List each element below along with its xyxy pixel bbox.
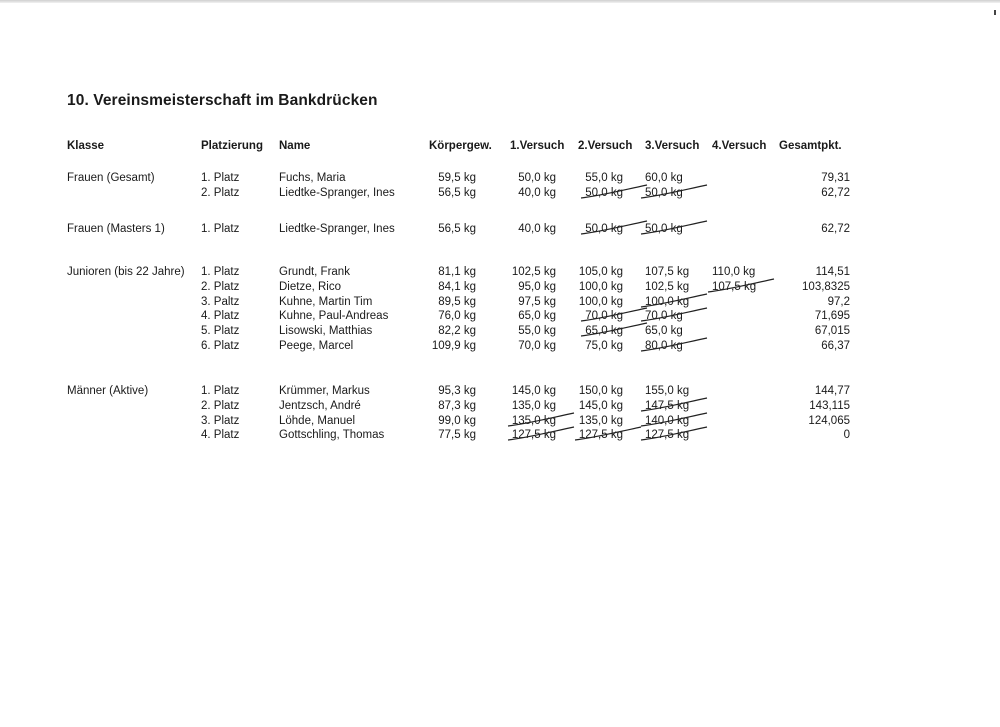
row-versuch-1-text: 97,5 kg [518,296,556,308]
row-platzierung-text: 5. Platz [201,325,240,337]
row-gesamtpunkte [821,339,850,353]
row-gesamtpunkte-text: 71,695 [814,310,850,322]
row-platzierung-text: 1. Platz [201,172,240,184]
row-versuch-2 [579,399,623,413]
row-versuch-3 [645,324,683,338]
row-gesamtpunkte-text: 144,77 [814,385,850,397]
row-versuch-3 [645,428,689,442]
row-platzierung [201,186,239,200]
row-platzierung-text: 3. Paltz [201,296,240,308]
header-klasse: Klasse [67,140,105,152]
row-versuch-4-text: 110,0 kg [712,266,756,278]
group-klasse-text: Junioren (bis 22 Jahre) [67,266,185,278]
row-koerpergewicht-text: 59,5 kg [438,172,476,184]
row-koerpergewicht [438,280,476,294]
row-gesamtpunkte-text: 114,51 [815,266,850,278]
row-versuch-2 [585,339,623,353]
row-koerpergewicht-text: 81,1 kg [438,266,476,278]
row-name [279,280,341,294]
row-versuch-1 [518,309,556,323]
row-gesamtpunkte-text: 143,115 [809,400,850,412]
row-versuch-3 [645,171,683,185]
row-versuch-2-text: 65,0 kg [585,324,623,338]
row-versuch-3 [645,280,689,294]
row-versuch-1-text: 70,0 kg [518,340,556,352]
row-versuch-1-text: 55,0 kg [518,325,556,337]
row-versuch-3-text: 100,0 kg [645,295,689,309]
row-platzierung-text: 2. Platz [201,187,240,199]
row-versuch-3-text: 50,0 kg [645,186,683,200]
strike-mark [573,426,643,444]
row-name-text: Kuhne, Paul-Andreas [279,310,389,322]
row-versuch-2 [585,171,623,185]
strike-mark [639,337,709,355]
row-versuch-3 [645,384,689,398]
row-versuch-3 [645,222,683,236]
row-koerpergewicht [438,428,476,442]
strike-mark [639,184,709,202]
row-koerpergewicht [438,295,476,309]
row-versuch-2 [579,265,623,279]
row-versuch-3 [645,399,689,413]
row-platzierung-text: 1. Platz [201,266,240,278]
row-name [279,384,370,398]
row-versuch-3 [645,339,683,353]
row-koerpergewicht [438,186,476,200]
row-versuch-1 [512,399,556,413]
row-versuch-1-text: 145,0 kg [511,385,556,397]
row-versuch-3-text: 127,5 kg [645,428,689,442]
header-versuch-3: 3.Versuch [645,140,700,152]
row-gesamtpunkte [821,171,850,185]
header-koerpergewicht: Körpergew. [429,140,492,152]
row-versuch-1 [518,324,556,338]
header-versuch-2: 2.Versuch [578,140,633,152]
row-name-text: Lisowski, Matthias [279,325,373,337]
header-platzierung: Platzierung [201,140,263,152]
row-platzierung-text: 4. Platz [201,310,240,322]
row-platzierung [201,384,239,398]
row-koerpergewicht [438,309,476,323]
row-versuch-2-text: 145,0 kg [578,400,623,412]
header-gesamtpunkte: Gesamtpkt. [779,140,842,152]
row-koerpergewicht [438,171,476,185]
row-name [279,265,350,279]
row-platzierung-text: 1. Platz [201,223,240,235]
row-versuch-3-text: 50,0 kg [645,222,683,236]
row-name-text: Kuhne, Martin Tim [279,296,373,308]
row-name [279,186,395,200]
row-versuch-2-text: 50,0 kg [585,222,623,236]
scan-edge [0,0,1000,3]
row-versuch-3-text: 60,0 kg [645,172,683,184]
row-koerpergewicht-text: 84,1 kg [438,281,476,293]
row-versuch-2-text: 75,0 kg [585,340,623,352]
row-name-text: Dietze, Rico [279,281,341,293]
row-name [279,339,353,353]
row-gesamtpunkte [844,428,850,442]
row-gesamtpunkte [809,399,850,413]
row-koerpergewicht-text: 76,0 kg [438,310,476,322]
row-name [279,414,355,428]
row-gesamtpunkte-text: 124,065 [808,415,850,427]
row-versuch-2-text: 150,0 kg [578,385,623,397]
header-versuch-1: 1.Versuch [510,140,565,152]
row-gesamtpunkte-text: 62,72 [821,223,850,235]
row-koerpergewicht-text: 87,3 kg [438,400,476,412]
row-versuch-2 [585,309,623,323]
row-versuch-3-text: 107,5 kg [645,266,690,278]
row-versuch-3-text: 65,0 kg [645,325,683,337]
strike-mark [706,278,776,296]
row-versuch-4-text: 107,5 kg [712,280,756,294]
group-klasse-text: Männer (Aktive) [67,385,149,397]
row-versuch-2 [585,222,623,236]
row-versuch-1-text: 127,5 kg [512,428,556,442]
row-versuch-1-text: 95,0 kg [518,281,556,293]
row-gesamtpunkte-text: 0 [843,429,850,441]
row-name-text: Grundt, Frank [279,266,350,278]
row-koerpergewicht [438,399,476,413]
row-versuch-1 [512,428,556,442]
group-klasse [67,171,155,185]
row-versuch-2 [579,280,623,294]
row-gesamtpunkte-text: 62,72 [821,187,850,199]
row-gesamtpunkte [821,222,850,236]
row-platzierung [201,428,239,442]
row-gesamtpunkte [815,309,850,323]
row-versuch-1 [518,171,556,185]
row-versuch-1-text: 102,5 kg [511,266,556,278]
row-versuch-3-text: 80,0 kg [645,339,683,353]
row-gesamtpunkte-text: 79,31 [821,172,850,184]
row-koerpergewicht-text: 89,5 kg [438,296,476,308]
row-platzierung [201,222,239,236]
row-versuch-3-text: 102,5 kg [645,281,690,293]
row-versuch-2 [585,324,623,338]
row-koerpergewicht [432,339,476,353]
scan-mark [994,10,996,15]
group-klasse [67,265,185,279]
row-versuch-3-text: 140,0 kg [645,414,689,428]
row-koerpergewicht-text: 95,3 kg [438,385,476,397]
row-koerpergewicht-text: 56,5 kg [438,187,476,199]
row-platzierung [201,309,239,323]
row-name [279,309,388,323]
row-versuch-2 [579,428,623,442]
row-versuch-1 [518,222,556,236]
row-name [279,399,361,413]
row-versuch-3-text: 70,0 kg [645,309,683,323]
row-platzierung-text: 2. Platz [201,281,240,293]
row-versuch-1-text: 40,0 kg [518,223,556,235]
row-versuch-2-text: 135,0 kg [578,415,623,427]
row-platzierung-text: 1. Platz [201,385,240,397]
row-versuch-4 [712,265,755,279]
row-gesamtpunkte [828,295,850,309]
strike-mark [639,426,709,444]
row-versuch-2-text: 100,0 kg [578,281,623,293]
row-name [279,428,384,442]
row-versuch-2 [579,384,623,398]
group-klasse-text: Frauen (Gesamt) [67,172,155,184]
row-platzierung [201,339,239,353]
row-platzierung [201,171,239,185]
row-versuch-1-text: 65,0 kg [518,310,556,322]
strike-mark [506,426,576,444]
row-platzierung [201,399,239,413]
strike-mark [639,220,709,238]
row-versuch-3 [645,265,689,279]
row-gesamtpunkte [815,384,850,398]
row-koerpergewicht [438,324,476,338]
row-name [279,222,395,236]
row-platzierung [201,414,239,428]
row-platzierung [201,280,239,294]
row-name-text: Löhde, Manuel [279,415,356,427]
row-name-text: Liedtke-Spranger, Ines [279,223,395,235]
row-versuch-2-text: 105,0 kg [578,266,623,278]
row-versuch-1 [518,339,556,353]
row-versuch-3 [645,186,683,200]
group-klasse [67,384,148,398]
row-versuch-1-text: 135,0 kg [512,414,556,428]
row-koerpergewicht-text: 99,0 kg [438,415,476,427]
row-name-text: Krümmer, Markus [279,385,370,397]
row-versuch-1-text: 135,0 kg [511,400,556,412]
row-versuch-1-text: 40,0 kg [518,187,556,199]
row-versuch-1 [518,295,556,309]
row-name-text: Liedtke-Spranger, Ines [279,187,395,199]
row-versuch-1 [518,280,556,294]
row-koerpergewicht [438,265,476,279]
row-name-text: Gottschling, Thomas [279,429,385,441]
row-versuch-2-text: 55,0 kg [585,172,623,184]
row-name-text: Jentzsch, André [279,400,361,412]
row-koerpergewicht [438,222,476,236]
row-platzierung [201,295,239,309]
group-klasse [67,222,165,236]
row-gesamtpunkte [808,414,850,428]
row-name-text: Fuchs, Maria [279,172,346,184]
row-versuch-1 [512,265,556,279]
row-gesamtpunkte-text: 97,2 [827,296,850,308]
row-gesamtpunkte [815,324,850,338]
strike-mark [639,307,709,325]
row-versuch-2-text: 50,0 kg [585,186,623,200]
row-gesamtpunkte-text: 66,37 [821,340,850,352]
row-platzierung [201,265,239,279]
row-koerpergewicht-text: 82,2 kg [438,325,476,337]
row-koerpergewicht-text: 77,5 kg [438,429,476,441]
row-gesamtpunkte [802,280,850,294]
row-name [279,324,372,338]
row-versuch-1 [518,186,556,200]
row-versuch-3-text: 155,0 kg [645,385,690,397]
row-platzierung-text: 6. Platz [201,340,240,352]
row-versuch-3 [645,309,683,323]
row-versuch-1-text: 50,0 kg [518,172,556,184]
row-platzierung-text: 4. Platz [201,429,240,441]
row-name [279,171,345,185]
row-versuch-3-text: 147,5 kg [645,399,689,413]
row-gesamtpunkte [821,186,850,200]
row-koerpergewicht [438,414,476,428]
row-platzierung-text: 2. Platz [201,400,240,412]
row-koerpergewicht-text: 109,9 kg [431,340,476,352]
row-platzierung [201,324,239,338]
row-name-text: Peege, Marcel [279,340,354,352]
row-platzierung-text: 3. Platz [201,415,240,427]
group-klasse-text: Frauen (Masters 1) [67,223,165,235]
page-title: 10. Vereinsmeisterschaft im Bankdrücken [67,92,378,109]
row-versuch-2 [585,186,623,200]
row-gesamtpunkte-text: 103,8325 [802,281,850,293]
row-gesamtpunkte-text: 67,015 [814,325,850,337]
row-name [279,295,372,309]
row-gesamtpunkte [816,265,850,279]
row-koerpergewicht-text: 56,5 kg [438,223,476,235]
row-versuch-2-text: 127,5 kg [579,428,623,442]
row-versuch-4 [712,280,756,294]
header-versuch-4: 4.Versuch [712,140,767,152]
row-versuch-2-text: 70,0 kg [585,309,623,323]
row-koerpergewicht [438,384,476,398]
row-versuch-2-text: 100,0 kg [578,296,623,308]
header-name: Name [279,140,311,152]
row-versuch-1 [512,384,556,398]
